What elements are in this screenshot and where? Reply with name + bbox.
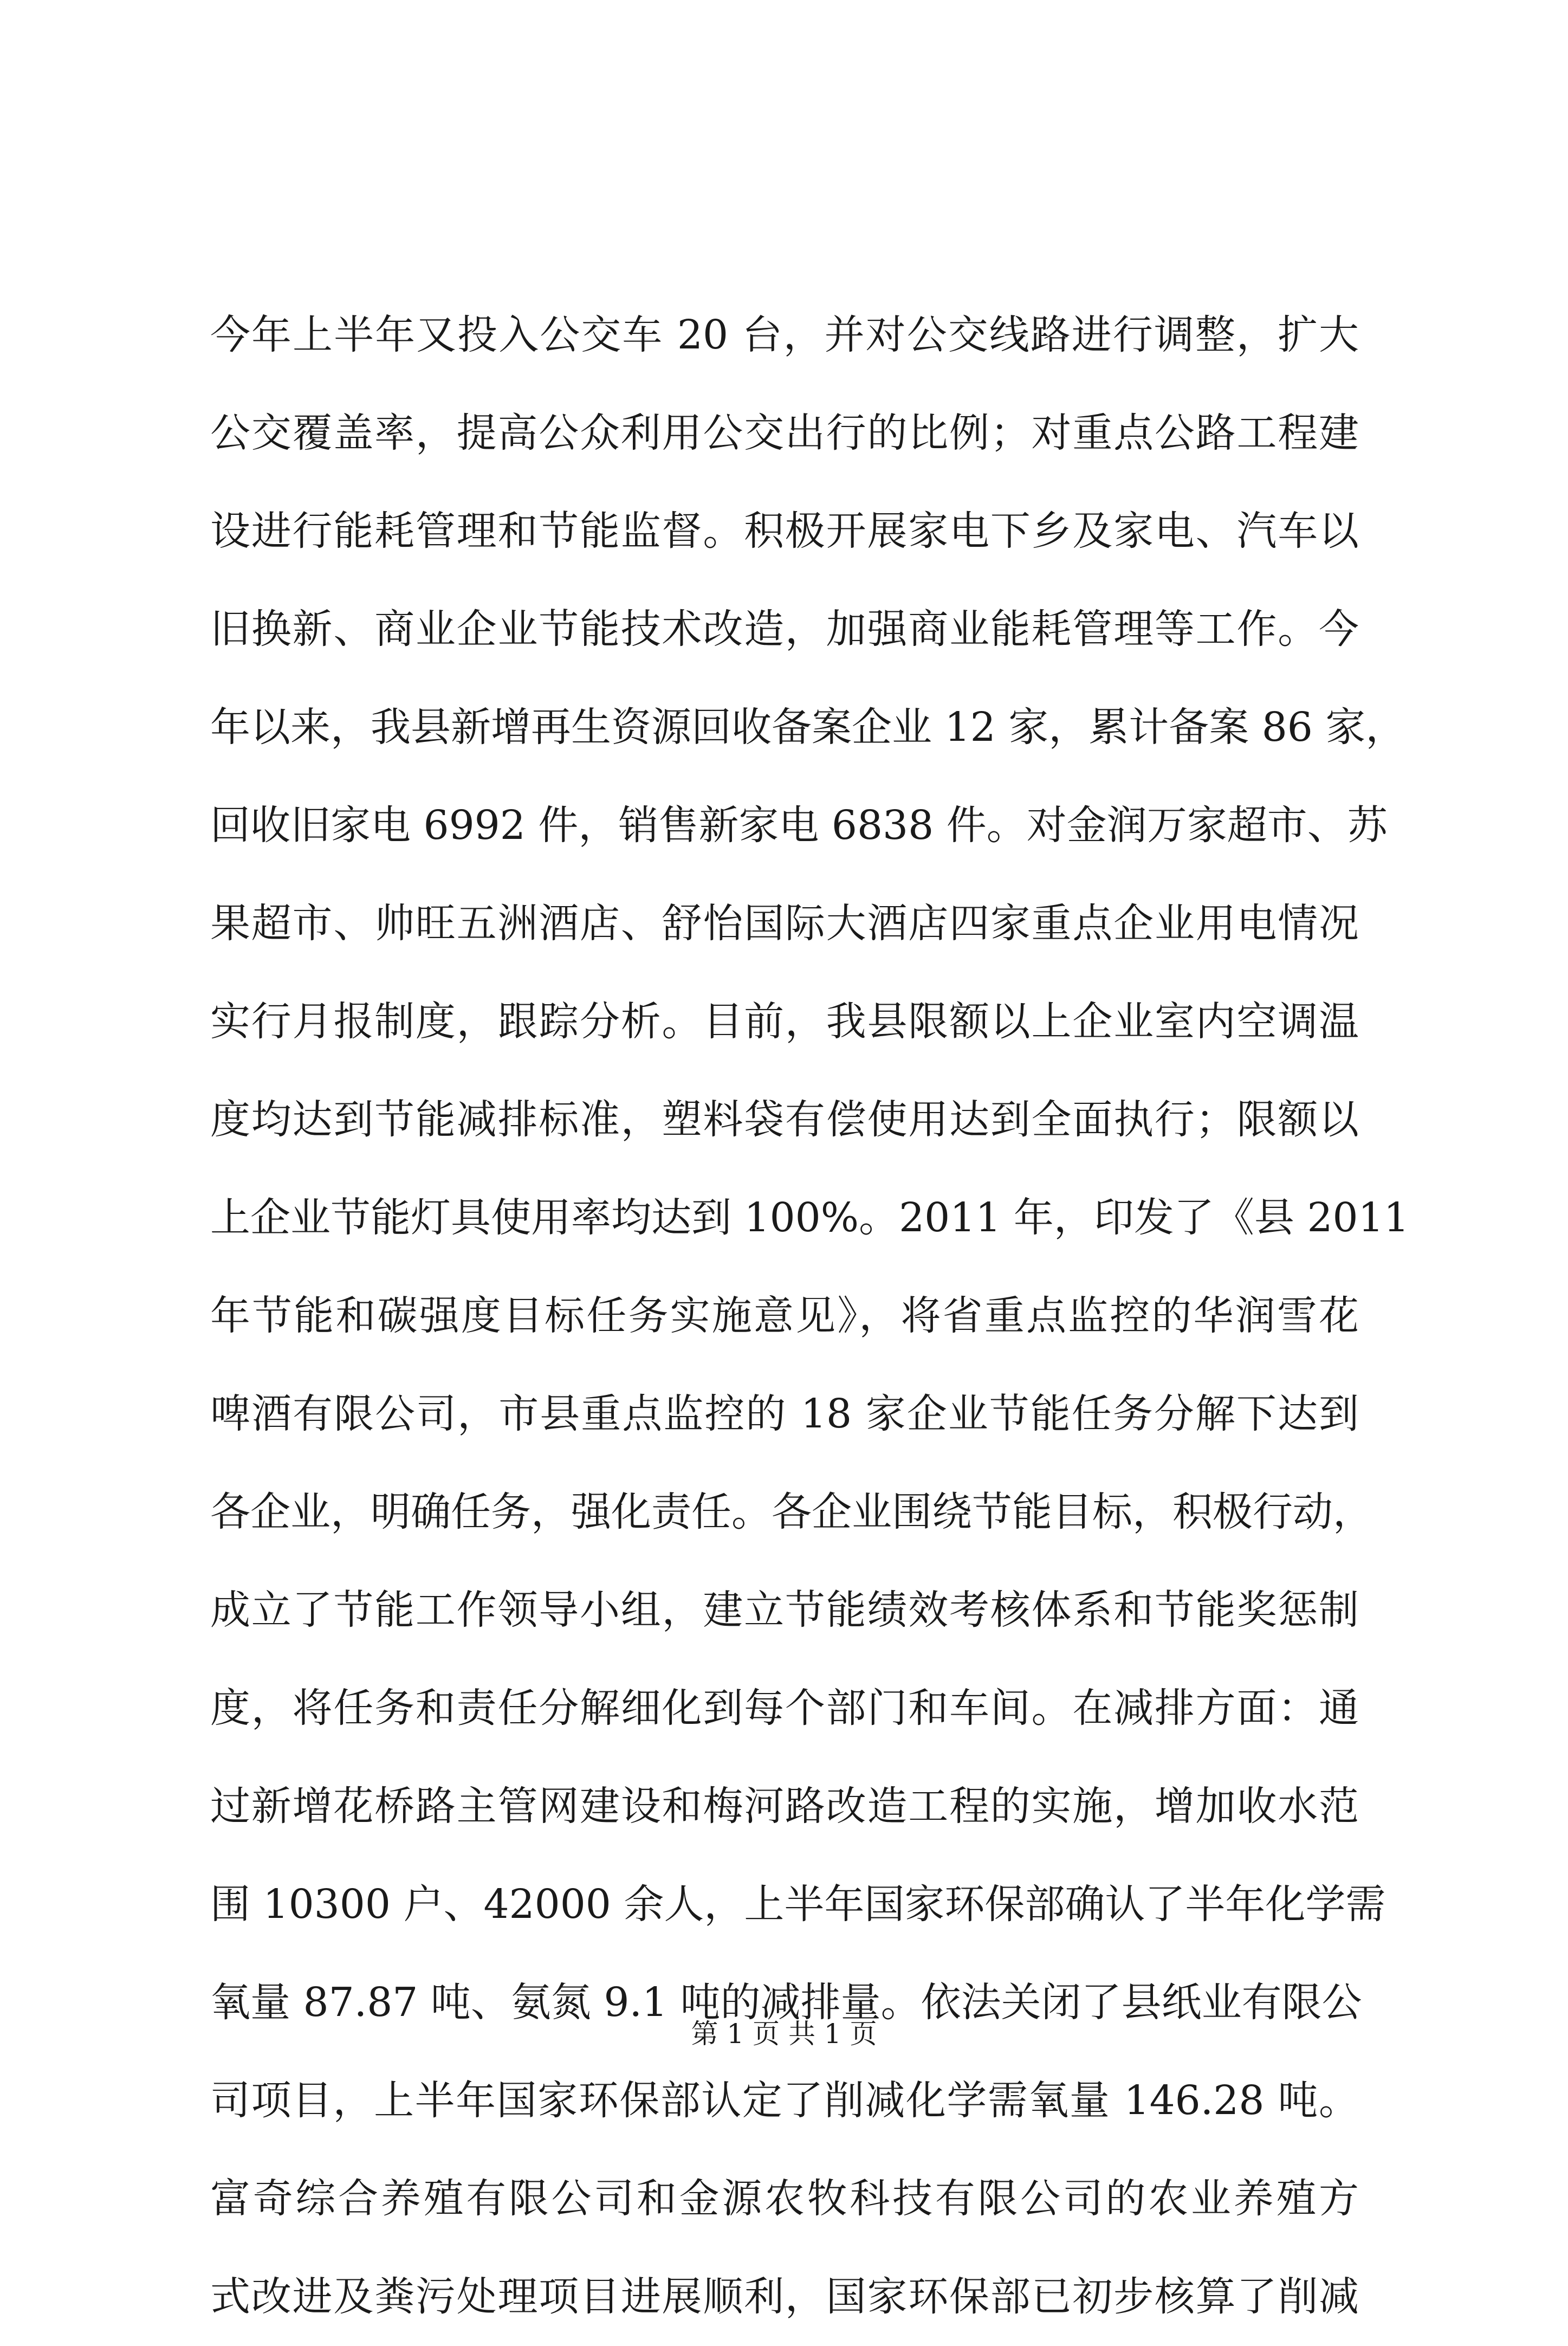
text-line: 设进行能耗管理和节能监督。积极开展家电下乡及家电、汽车以: [210, 508, 1359, 554]
page-number-label: 第 1 页 共 1 页: [691, 2018, 877, 2050]
text-line: 各企业，明确任务，强化责任。各企业围绕节能目标，积极行动，: [210, 1489, 1373, 1535]
text-line: 成立了节能工作领导小组，建立节能绩效考核体系和节能奖惩制: [210, 1587, 1359, 1633]
text-line: 旧换新、商业企业节能技术改造，加强商业能耗管理等工作。今: [210, 606, 1359, 652]
text-line: 过新增花桥路主管网建设和梅河路改造工程的实施，增加收水范: [210, 1783, 1359, 1830]
page-footer: [0, 2015, 1568, 2053]
text-line: 式改进及粪污处理项目进展顺利，国家环保部已初步核算了削减: [210, 2273, 1359, 2320]
text-line: 围 10300 户、42000 余人，上半年国家环保部确认了半年化学需: [210, 1881, 1386, 1928]
text-line: 富奇综合养殖有限公司和金源农牧科技有限公司的农业养殖方: [210, 2175, 1359, 2222]
text-line: 度，将任务和责任分解细化到每个部门和车间。在减排方面：通: [210, 1685, 1359, 1731]
text-line: 实行月报制度，跟踪分析。目前，我县限额以上企业室内空调温: [210, 998, 1359, 1045]
text-line: 回收旧家电 6992 件，销售新家电 6838 件。对金润万家超市、苏: [210, 802, 1388, 849]
text-line: 司项目，上半年国家环保部认定了削减化学需氧量 146.28 吨。: [210, 2077, 1359, 2124]
text-line: 果超市、帅旺五洲酒店、舒怡国际大酒店四家重点企业用电情况: [210, 900, 1359, 947]
text-line: 氧量 87.87 吨、氨氮 9.1 吨的减排量。依法关闭了县纸业有限公: [210, 1979, 1362, 2026]
text-line: 度均达到节能减排标准，塑料袋有偿使用达到全面执行；限额以: [210, 1096, 1359, 1143]
text-line: 公交覆盖率，提高公众利用公交出行的比例；对重点公路工程建: [210, 410, 1359, 456]
text-line: 今年上半年又投入公交车 20 台，并对公交线路进行调整，扩大: [210, 312, 1359, 358]
text-line: 上企业节能灯具使用率均达到 100%。2011 年，印发了《县 2011: [210, 1194, 1409, 1241]
text-line: 年以来，我县新增再生资源回收备案企业 12 家，累计备案 86 家，: [210, 704, 1406, 751]
text-line: 年节能和碳强度目标任务实施意见》，将省重点监控的华润雪花: [210, 1292, 1359, 1339]
text-line: 啤酒有限公司，市县重点监控的 18 家企业节能任务分解下达到: [210, 1391, 1359, 1437]
